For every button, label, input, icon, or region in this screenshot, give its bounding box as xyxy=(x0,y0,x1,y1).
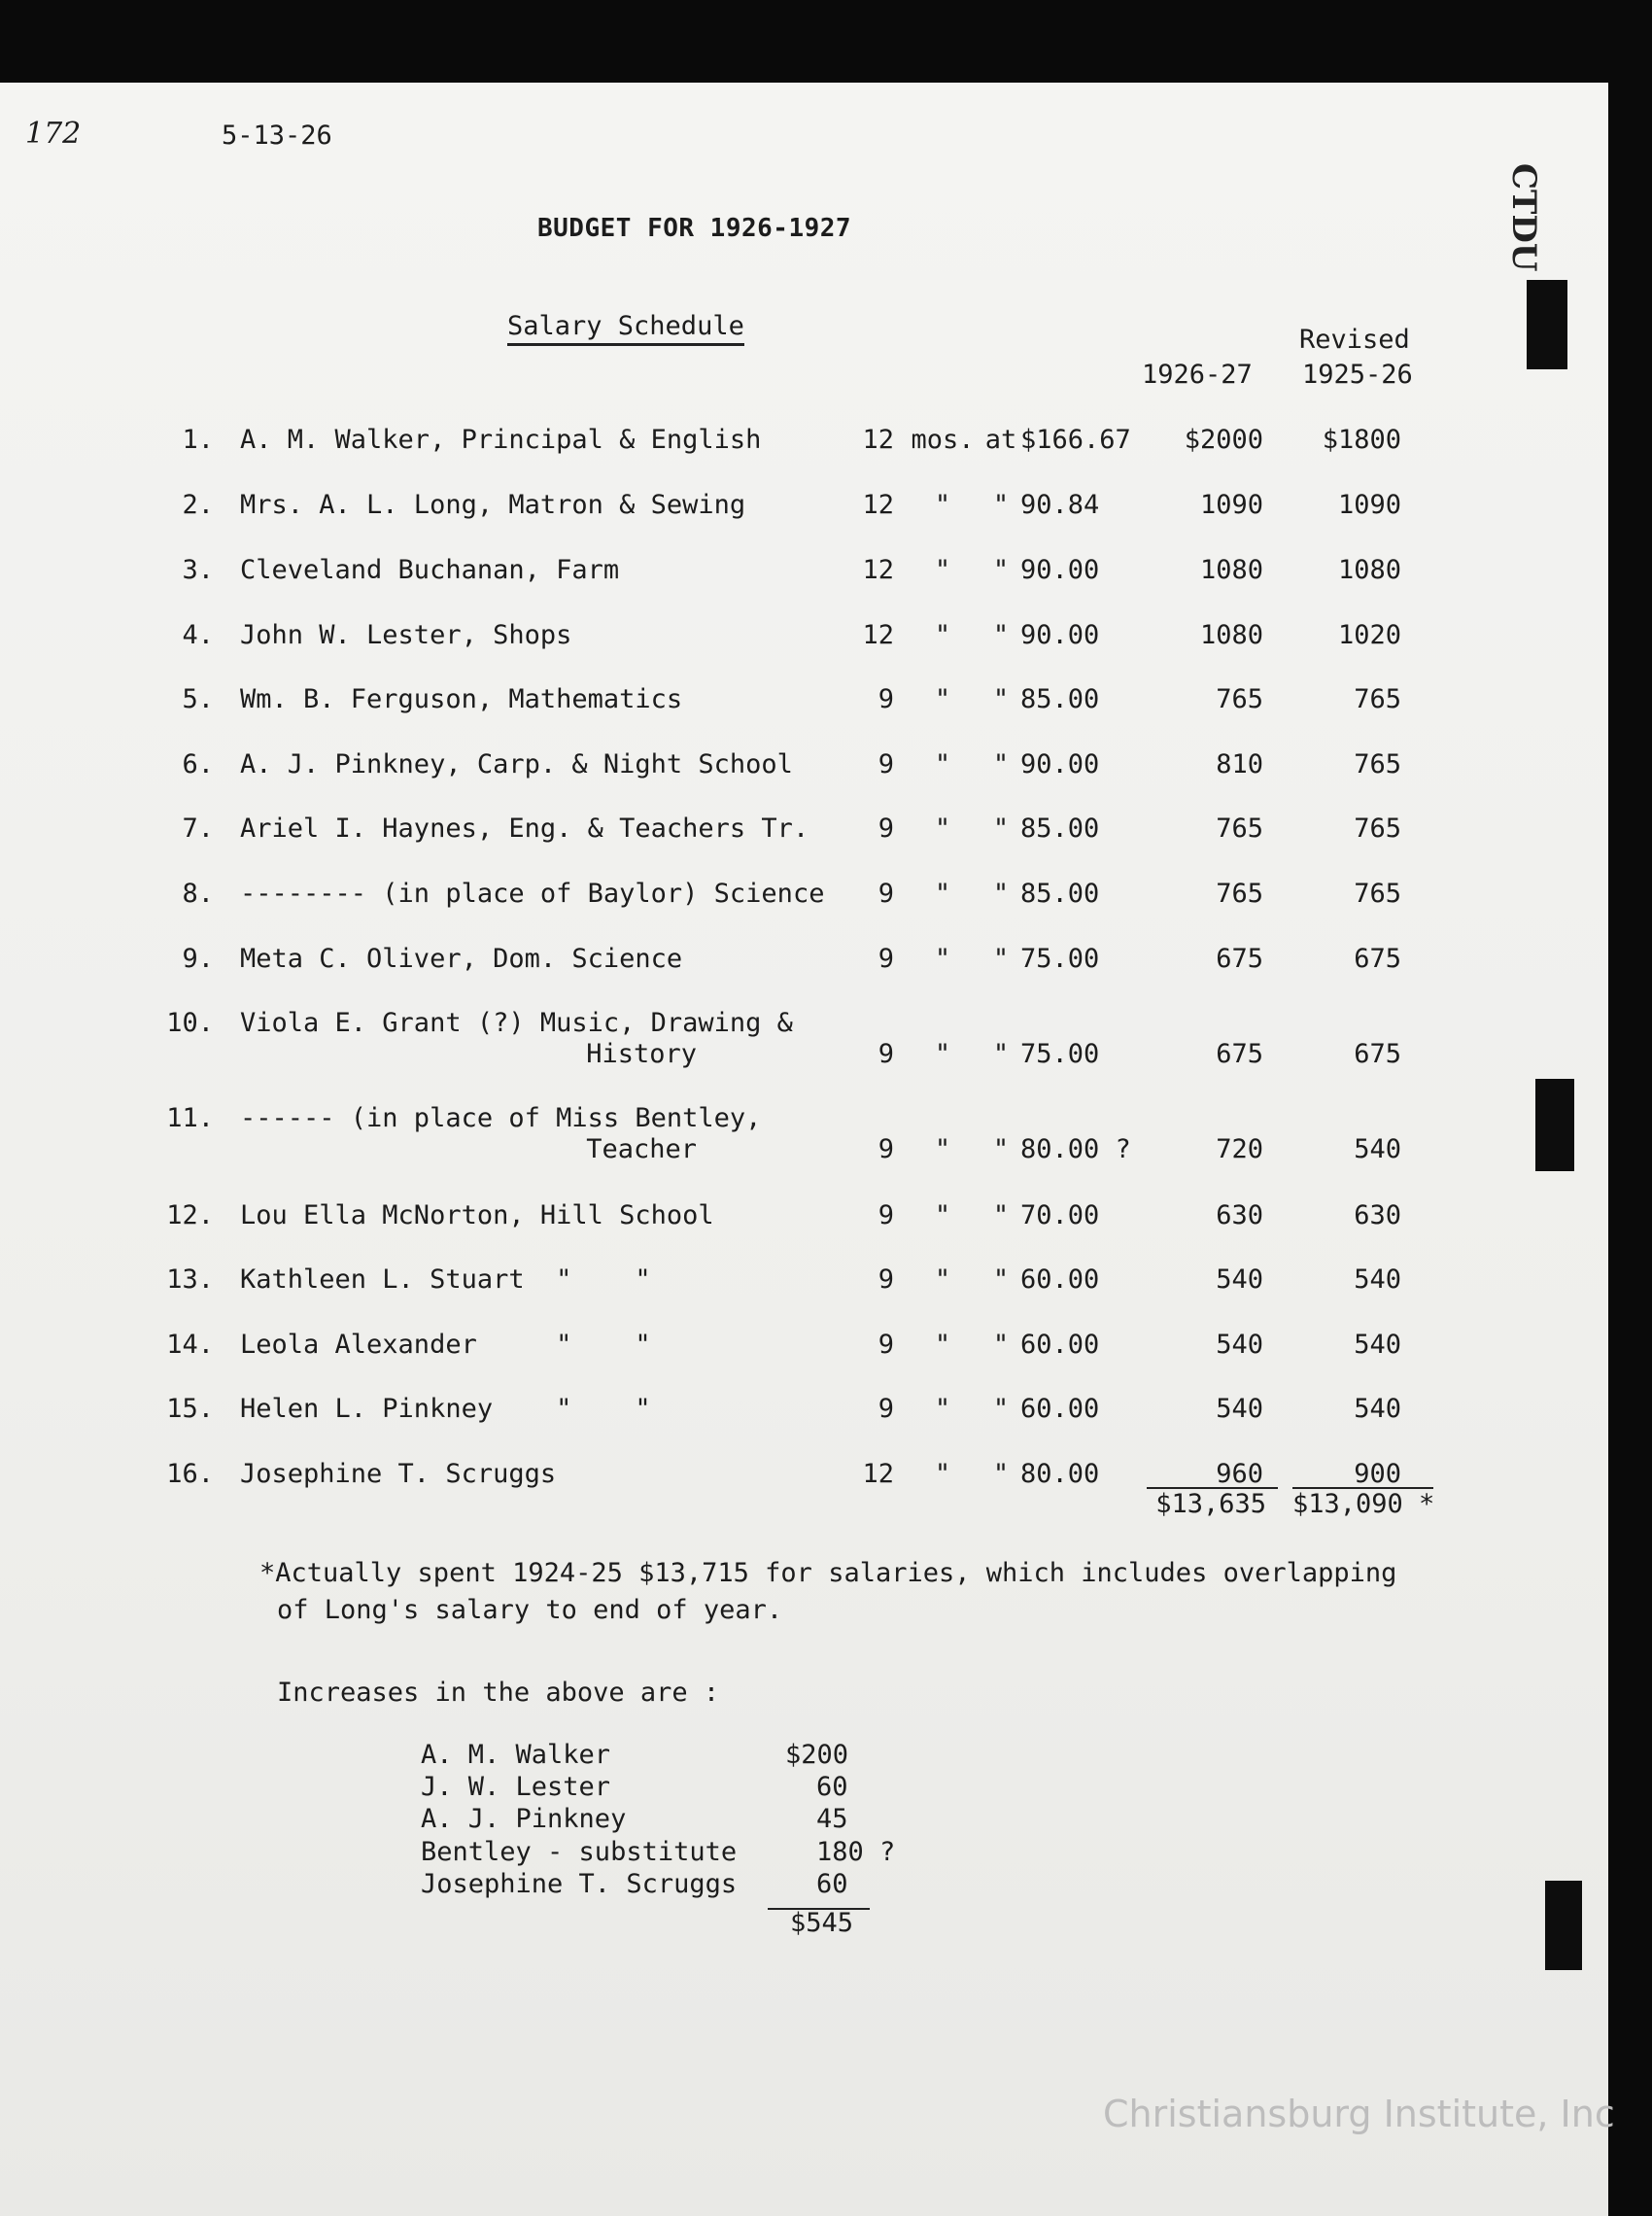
row-amount-1926-27: 765 xyxy=(1216,814,1263,844)
row-amount-1926-27: 675 xyxy=(1216,944,1263,974)
row-name: John W. Lester, Shops xyxy=(240,620,572,650)
row-unit: " xyxy=(934,620,951,650)
row-at: " xyxy=(992,1459,1010,1489)
row-amount-1925-26: 900 xyxy=(1354,1459,1401,1489)
row-name: Meta C. Oliver, Dom. Science xyxy=(240,944,683,974)
row-rate: 90.00 xyxy=(1020,749,1100,779)
row-name: Leola Alexander " " xyxy=(240,1330,651,1360)
row-rate: 85.00 xyxy=(1020,814,1100,844)
row-months: 9 xyxy=(878,749,894,779)
row-name: Mrs. A. L. Long, Matron & Sewing xyxy=(240,490,746,520)
row-unit: " xyxy=(934,944,951,974)
row-months: 9 xyxy=(878,814,894,844)
row-name: Kathleen L. Stuart " " xyxy=(240,1264,651,1295)
row-amount-1925-26: 1090 xyxy=(1337,490,1401,520)
increase-amount: 45 xyxy=(816,1804,848,1834)
row-amount-1926-27: 675 xyxy=(1216,1039,1263,1069)
scan-mark-top xyxy=(1527,280,1567,369)
row-name: ------ (in place of Miss Bentley, xyxy=(240,1103,762,1133)
row-unit: " xyxy=(934,749,951,779)
row-unit: mos. xyxy=(911,425,975,455)
row-amount-1925-26: 540 xyxy=(1354,1394,1401,1424)
row-at: " xyxy=(992,944,1010,974)
increase-name: Bentley - substitute xyxy=(421,1837,738,1867)
row-months: 9 xyxy=(878,1039,894,1069)
column-heading-revised: Revised xyxy=(1299,325,1410,355)
row-name-continued: History xyxy=(586,1039,697,1069)
row-amount-1926-27: 810 xyxy=(1216,749,1263,779)
row-at: " xyxy=(992,555,1010,585)
row-name: Lou Ella McNorton, Hill School xyxy=(240,1200,714,1230)
row-number: 13. xyxy=(166,1264,214,1295)
row-amount-1925-26: 765 xyxy=(1354,749,1401,779)
row-name: A. M. Walker, Principal & English xyxy=(240,425,762,455)
column-heading-1926-27: 1926-27 xyxy=(1142,360,1253,390)
row-amount-1925-26: 1020 xyxy=(1337,620,1401,650)
row-unit: " xyxy=(934,1459,951,1489)
row-name-continued: Teacher xyxy=(586,1134,697,1164)
row-rate: 85.00 xyxy=(1020,684,1100,714)
row-name: Wm. B. Ferguson, Mathematics xyxy=(240,684,683,714)
row-at: " xyxy=(992,620,1010,650)
row-rate: 90.00 xyxy=(1020,555,1100,585)
row-unit: " xyxy=(934,490,951,520)
row-number: 10. xyxy=(166,1008,214,1038)
row-rate: $166.67 xyxy=(1020,425,1131,455)
row-name: Cleveland Buchanan, Farm xyxy=(240,555,620,585)
row-number: 2. xyxy=(182,490,214,520)
row-unit: " xyxy=(934,555,951,585)
row-number: 6. xyxy=(182,749,214,779)
row-rate: 75.00 xyxy=(1020,1039,1100,1069)
document-title: BUDGET FOR 1926-1927 xyxy=(537,214,852,243)
row-amount-1926-27: 1080 xyxy=(1199,555,1263,585)
scan-mark-bottom xyxy=(1545,1881,1582,1970)
row-months: 12 xyxy=(862,555,894,585)
row-months: 12 xyxy=(862,490,894,520)
increase-amount: 60 xyxy=(816,1869,848,1899)
row-at: " xyxy=(992,1330,1010,1360)
row-amount-1926-27: 720 xyxy=(1216,1134,1263,1164)
row-amount-1925-26: 540 xyxy=(1354,1264,1401,1295)
row-at: " xyxy=(992,684,1010,714)
row-amount-1926-27: 765 xyxy=(1216,879,1263,909)
row-rate: 70.00 xyxy=(1020,1200,1100,1230)
row-number: 14. xyxy=(166,1330,214,1360)
side-label: CTDU xyxy=(1504,163,1543,272)
row-amount-1926-27: $2000 xyxy=(1184,425,1263,455)
row-rate: 90.84 xyxy=(1020,490,1100,520)
row-unit: " xyxy=(934,1394,951,1424)
column-heading-1925-26: 1925-26 xyxy=(1302,360,1413,390)
row-at: " xyxy=(992,1264,1010,1295)
row-amount-1926-27: 540 xyxy=(1216,1264,1263,1295)
row-at: " xyxy=(992,1200,1010,1230)
row-number: 15. xyxy=(166,1394,214,1424)
row-unit: " xyxy=(934,1039,951,1069)
row-number: 9. xyxy=(182,944,214,974)
row-name: Viola E. Grant (?) Music, Drawing & xyxy=(240,1008,793,1038)
row-months: 9 xyxy=(878,879,894,909)
row-amount-1926-27: 765 xyxy=(1216,684,1263,714)
footnote-line-2: of Long's salary to end of year. xyxy=(277,1595,783,1625)
increase-name: Josephine T. Scruggs xyxy=(421,1869,738,1899)
row-amount-1926-27: 540 xyxy=(1216,1394,1263,1424)
watermark: Christiansburg Institute, Inc xyxy=(1103,2093,1615,2135)
document-date: 5-13-26 xyxy=(222,121,332,151)
row-amount-1925-26: 540 xyxy=(1354,1330,1401,1360)
row-number: 5. xyxy=(182,684,214,714)
row-number: 8. xyxy=(182,879,214,909)
row-number: 1. xyxy=(182,425,214,455)
row-rate: 60.00 xyxy=(1020,1330,1100,1360)
row-amount-1925-26: 540 xyxy=(1354,1134,1401,1164)
row-at: " xyxy=(992,490,1010,520)
row-amount-1925-26: 675 xyxy=(1354,944,1401,974)
footnote-line-1: *Actually spent 1924-25 $13,715 for salaries, which includes overlapping xyxy=(259,1558,1397,1588)
row-amount-1925-26: 1080 xyxy=(1337,555,1401,585)
row-amount-1925-26: 675 xyxy=(1354,1039,1401,1069)
row-unit: " xyxy=(934,1134,951,1164)
total-1926-27: $13,635 xyxy=(1155,1489,1266,1519)
row-amount-1925-26: 630 xyxy=(1354,1200,1401,1230)
row-number: 12. xyxy=(166,1200,214,1230)
row-number: 4. xyxy=(182,620,214,650)
total-1925-26: $13,090 * xyxy=(1292,1489,1435,1519)
row-months: 9 xyxy=(878,1134,894,1164)
row-number: 11. xyxy=(166,1103,214,1133)
scan-mark-middle xyxy=(1535,1079,1574,1171)
row-unit: " xyxy=(934,814,951,844)
row-at: at xyxy=(984,425,1017,455)
row-number: 3. xyxy=(182,555,214,585)
row-rate: 60.00 xyxy=(1020,1264,1100,1295)
row-amount-1925-26: $1800 xyxy=(1322,425,1401,455)
row-months: 9 xyxy=(878,684,894,714)
row-rate: 80.00 xyxy=(1020,1459,1100,1489)
row-at: " xyxy=(992,879,1010,909)
row-months: 9 xyxy=(878,1330,894,1360)
row-amount-1926-27: 1090 xyxy=(1199,490,1263,520)
row-amount-1926-27: 630 xyxy=(1216,1200,1263,1230)
row-amount-1925-26: 765 xyxy=(1354,684,1401,714)
increase-name: A. J. Pinkney xyxy=(421,1804,627,1834)
row-months: 12 xyxy=(862,620,894,650)
section-title: Salary Schedule xyxy=(507,311,744,346)
increases-total: $545 xyxy=(789,1908,853,1938)
row-months: 12 xyxy=(862,1459,894,1489)
row-months: 9 xyxy=(878,1264,894,1295)
row-rate: 60.00 xyxy=(1020,1394,1100,1424)
row-amount-1925-26: 765 xyxy=(1354,879,1401,909)
row-at: " xyxy=(992,1134,1010,1164)
row-unit: " xyxy=(934,1330,951,1360)
row-amount-1926-27: 540 xyxy=(1216,1330,1263,1360)
row-unit: " xyxy=(934,879,951,909)
row-name: Helen L. Pinkney " " xyxy=(240,1394,651,1424)
row-at: " xyxy=(992,749,1010,779)
row-months: 9 xyxy=(878,944,894,974)
increase-amount: 60 xyxy=(816,1772,848,1802)
row-name: Ariel I. Haynes, Eng. & Teachers Tr. xyxy=(240,814,809,844)
increase-amount: 180 ? xyxy=(816,1837,896,1867)
row-amount-1926-27: 1080 xyxy=(1199,620,1263,650)
row-unit: " xyxy=(934,1264,951,1295)
row-at: " xyxy=(992,1039,1010,1069)
row-number: 16. xyxy=(166,1459,214,1489)
row-name: -------- (in place of Baylor) Science xyxy=(240,879,825,909)
row-months: 12 xyxy=(862,425,894,455)
increase-name: J. W. Lester xyxy=(421,1772,611,1802)
row-rate: 90.00 xyxy=(1020,620,1100,650)
row-at: " xyxy=(992,814,1010,844)
increase-amount: $200 xyxy=(785,1740,849,1770)
row-name: A. J. Pinkney, Carp. & Night School xyxy=(240,749,793,779)
row-unit: " xyxy=(934,684,951,714)
row-rate: 80.00 ? xyxy=(1020,1134,1131,1164)
page-number: 172 xyxy=(25,117,82,151)
row-amount-1926-27: 960 xyxy=(1216,1459,1263,1489)
row-rate: 85.00 xyxy=(1020,879,1100,909)
increases-heading: Increases in the above are : xyxy=(277,1678,720,1708)
row-at: " xyxy=(992,1394,1010,1424)
row-months: 9 xyxy=(878,1200,894,1230)
row-number: 7. xyxy=(182,814,214,844)
row-rate: 75.00 xyxy=(1020,944,1100,974)
increase-name: A. M. Walker xyxy=(421,1740,611,1770)
row-amount-1925-26: 765 xyxy=(1354,814,1401,844)
row-months: 9 xyxy=(878,1394,894,1424)
row-name: Josephine T. Scruggs xyxy=(240,1459,557,1489)
row-unit: " xyxy=(934,1200,951,1230)
